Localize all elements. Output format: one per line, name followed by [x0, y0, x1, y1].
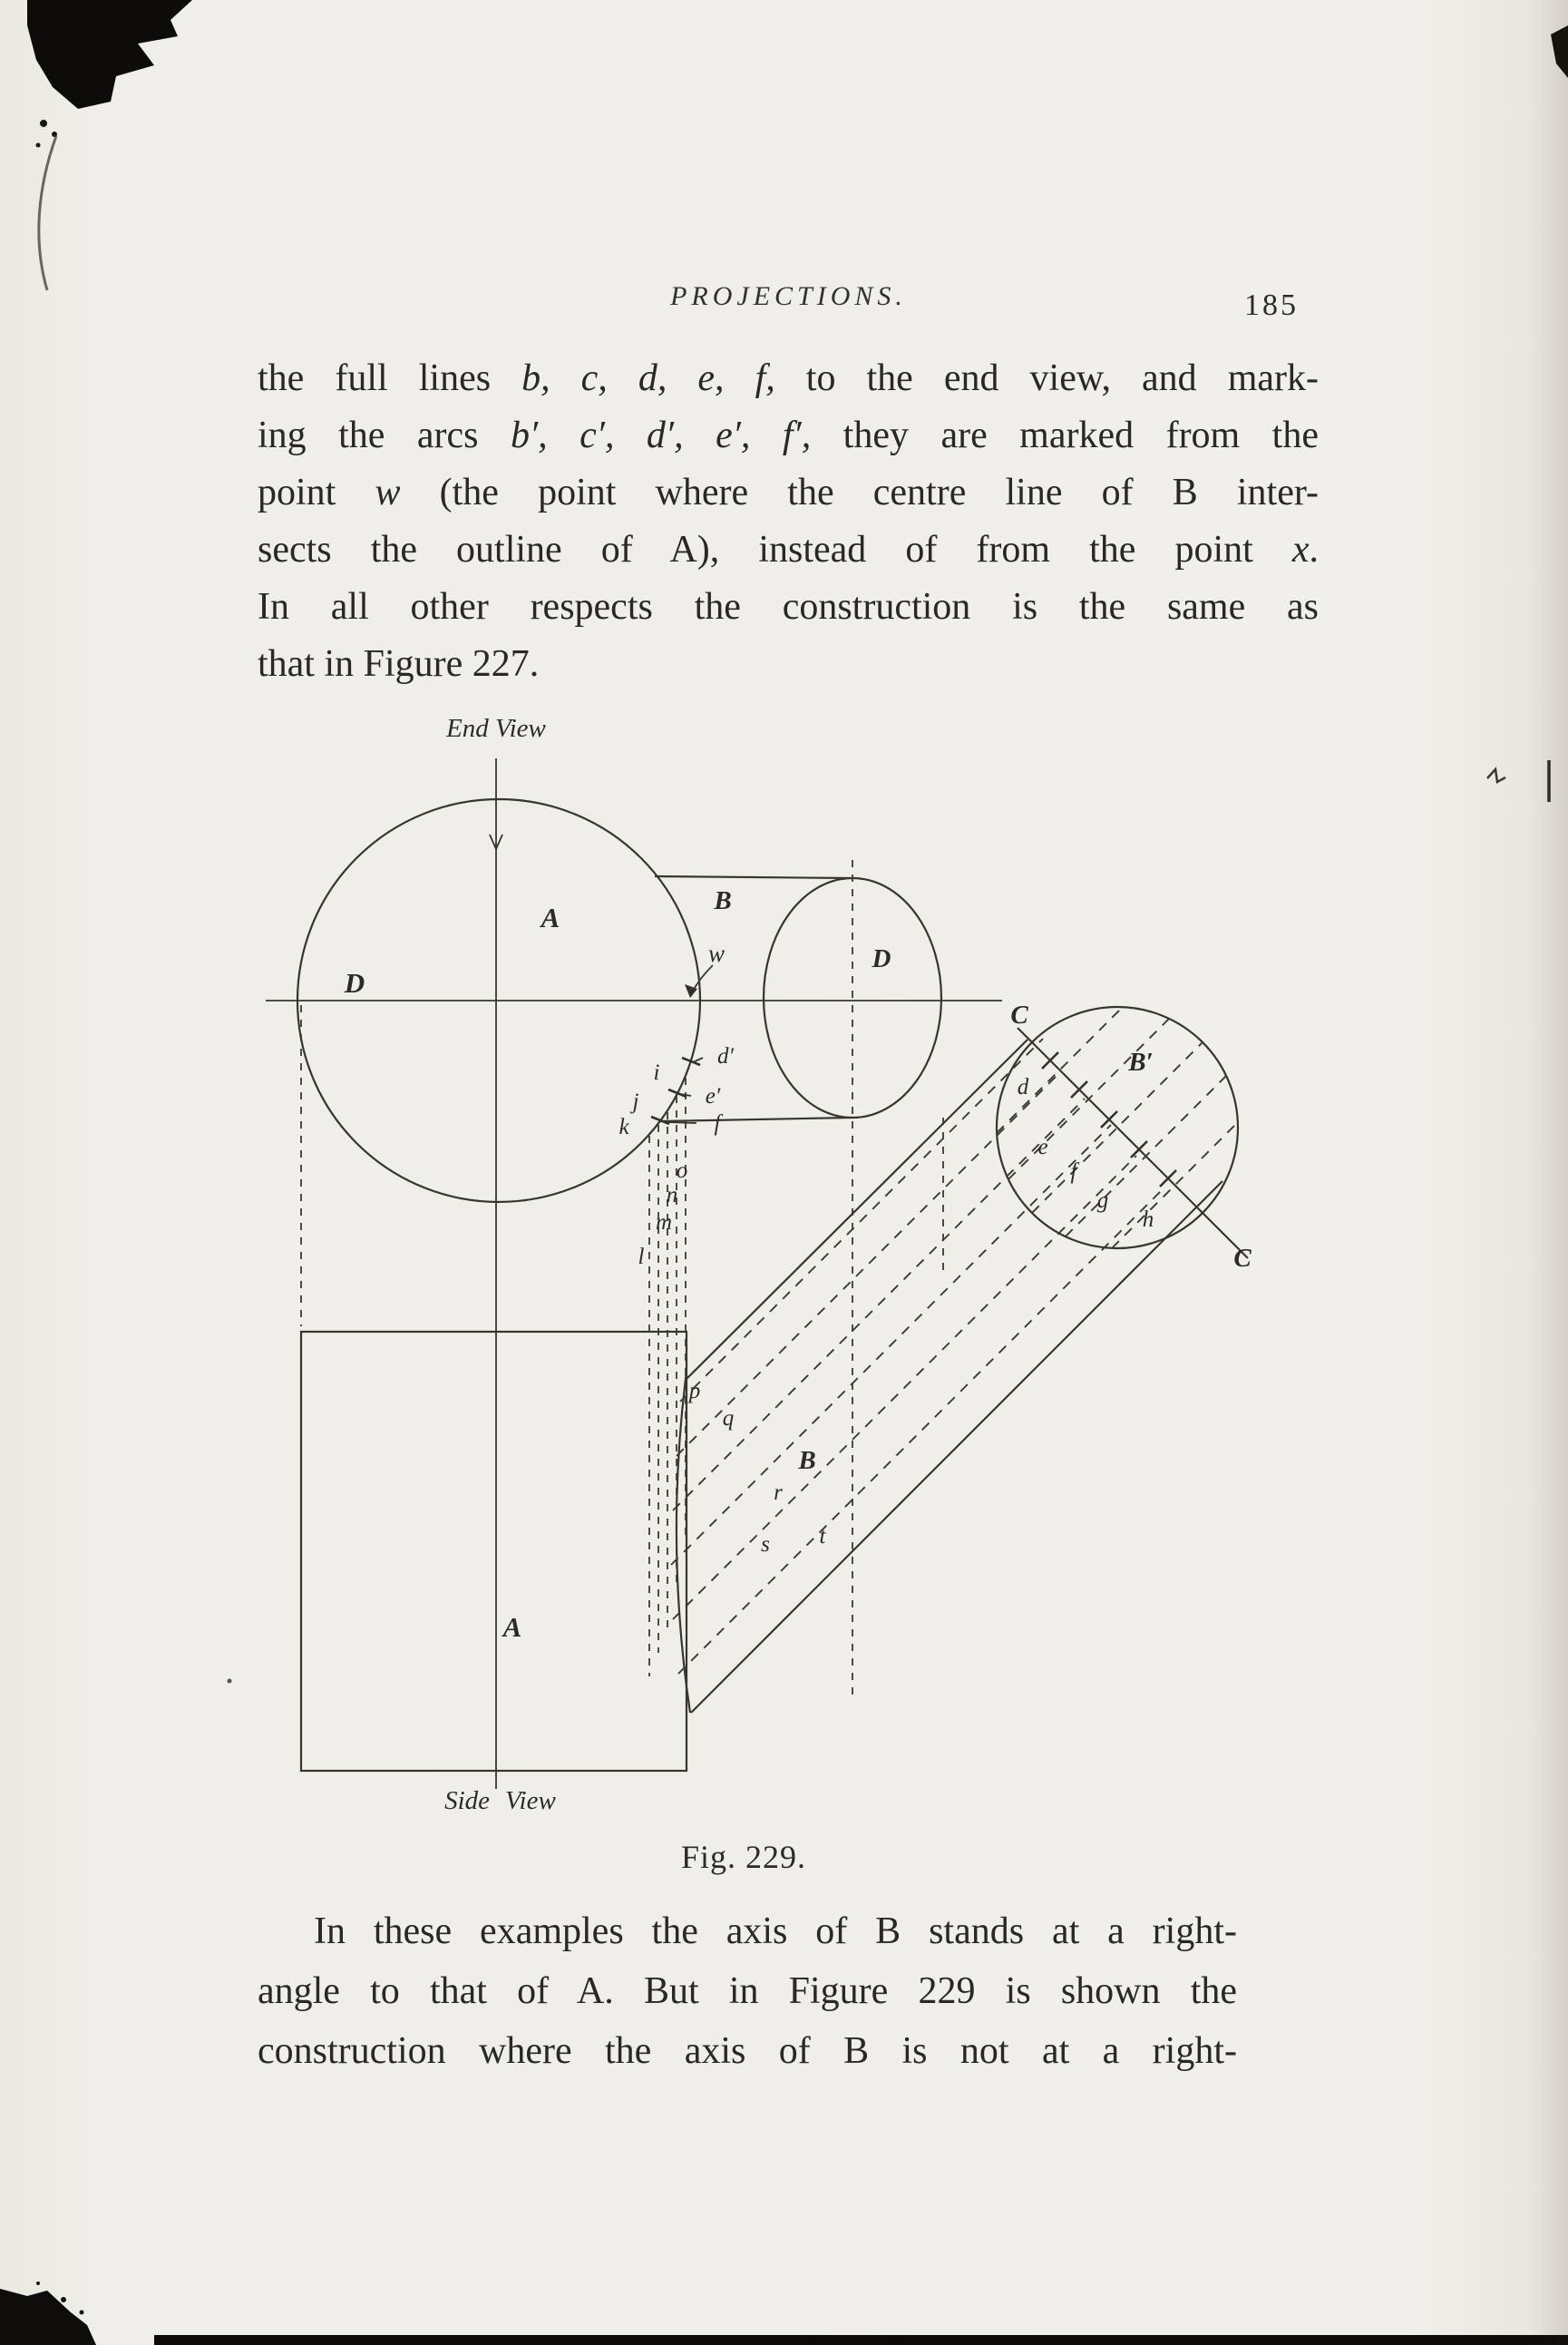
- text-run: ing the arcs: [258, 415, 511, 456]
- label-C-bottom: C: [1233, 1244, 1251, 1273]
- label-k: k: [618, 1115, 629, 1139]
- paragraph-1-line-1: [258, 350, 1319, 407]
- label-e-prime: e′: [705, 1084, 721, 1109]
- text-run: to the end view, and mark-: [774, 357, 1319, 399]
- label-d-prime: d′: [717, 1044, 734, 1069]
- label-B-side-view: B: [798, 1446, 816, 1475]
- label-A-end-view: A: [541, 902, 560, 933]
- label-p: p: [688, 1379, 701, 1403]
- dashed-vertical-projectors: [301, 860, 943, 1698]
- label-C-top: C: [1010, 1001, 1028, 1030]
- dashed-projection-rays: [671, 1039, 1165, 1674]
- label-m: m: [655, 1210, 673, 1235]
- label-r: r: [774, 1480, 783, 1505]
- intersection-curve: [677, 1372, 690, 1713]
- paragraph-1-line-2: [258, 407, 1319, 464]
- label-D-left: D: [344, 967, 365, 999]
- text-run: (the point where the centre line of B inter-: [400, 472, 1319, 513]
- paragraph-2-line-3: construction where the axis of B is not at a right-: [258, 2030, 1237, 2072]
- figure-caption: Fig. 229.: [680, 1839, 807, 1875]
- label-h-on-C: h: [1142, 1207, 1154, 1232]
- paragraph-2: [258, 1901, 1237, 2081]
- pen-stroke-artifact: [39, 136, 56, 290]
- cylinder-B-bottom-edge: [660, 1118, 851, 1121]
- paragraph-1-line-6: [258, 636, 1319, 693]
- label-s: s: [761, 1532, 770, 1557]
- paragraph-1-line-5: [258, 579, 1319, 636]
- label-D-right: D: [872, 944, 891, 973]
- ink-blot-bottom-left: [0, 2272, 118, 2345]
- label-g-on-C: g: [1096, 1188, 1109, 1213]
- cylinder-B-top-edge: [655, 876, 851, 878]
- scan-edge-bottom: [154, 2335, 1568, 2345]
- paragraph-2-line-1: In these examples the axis of B stands at a right-: [314, 1910, 1237, 1952]
- page-edge-shadow: [1530, 0, 1568, 2345]
- scan-speck: [228, 1679, 232, 1684]
- label-A-side-view: A: [502, 1611, 522, 1643]
- label-d-on-C: d: [1017, 1075, 1029, 1099]
- figure-229: [0, 708, 1360, 1828]
- text-run: the full lines: [258, 357, 522, 399]
- text-run: .: [1309, 529, 1319, 571]
- label-n: n: [666, 1183, 678, 1207]
- text-run: point: [258, 472, 375, 513]
- text-run-italic: x: [1291, 529, 1310, 571]
- label-i: i: [653, 1060, 660, 1085]
- label-t: t: [819, 1524, 826, 1549]
- running-head: PROJECTIONS.: [670, 281, 907, 311]
- text-run: In all other respects the construction is the same as: [258, 586, 1319, 628]
- text-run-italic: w: [375, 472, 401, 513]
- label-q: q: [722, 1406, 735, 1431]
- inclined-cylinder-lower-edge: [691, 1181, 1222, 1713]
- label-view: View: [505, 1786, 556, 1815]
- paragraph-1-line-4: [258, 522, 1319, 579]
- text-run-italic: b′, c′, d′, e′, f′,: [510, 415, 812, 456]
- text-run: that in Figure 227.: [258, 643, 540, 685]
- paragraph-1: [258, 350, 1319, 693]
- inclined-cylinder-upper-edge: [687, 1040, 1027, 1379]
- label-B-prime: B′: [1128, 1048, 1154, 1077]
- label-f-on-C: f: [1070, 1159, 1077, 1184]
- label-e-on-C: e: [1037, 1135, 1048, 1159]
- label-B-end-view: B: [714, 886, 732, 915]
- label-l: l: [638, 1245, 645, 1269]
- label-j: j: [632, 1089, 639, 1114]
- text-run: they are marked from the: [811, 415, 1319, 456]
- paragraph-1-line-3: [258, 464, 1319, 522]
- paragraph-2-line-2: angle to that of A. But in Figure 229 is shown the: [258, 1970, 1237, 2012]
- page-number: 185: [1244, 288, 1299, 322]
- label-end-view: End View: [446, 714, 546, 743]
- label-f-arc: f: [714, 1111, 721, 1136]
- label-o: o: [676, 1158, 688, 1183]
- side-view-rect-A: [301, 1332, 687, 1771]
- ink-blot-top-left: [0, 0, 218, 308]
- label-side: Side: [444, 1786, 490, 1815]
- text-run: sects the outline of A), instead of from the point: [258, 529, 1292, 571]
- text-run-italic: b, c, d, e, f,: [521, 357, 775, 399]
- label-w: w: [707, 940, 726, 967]
